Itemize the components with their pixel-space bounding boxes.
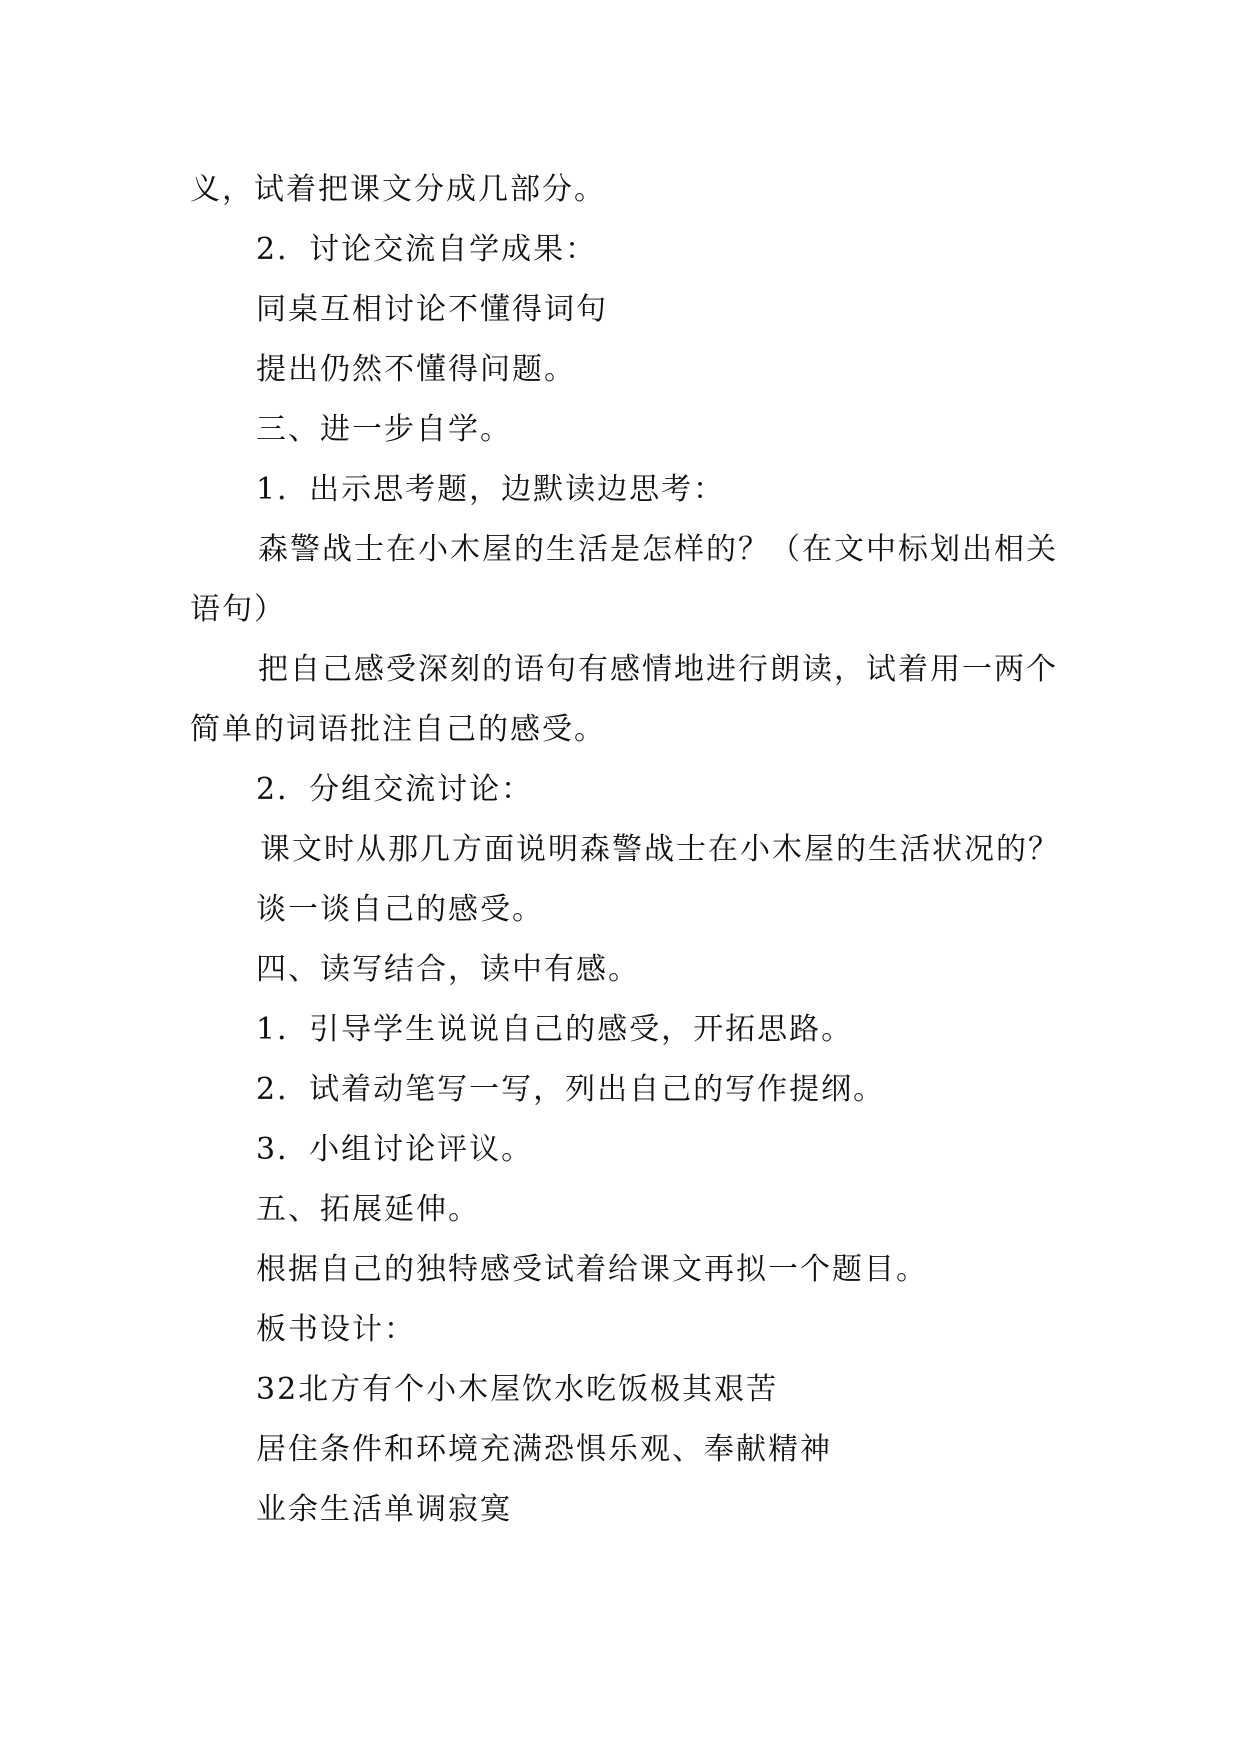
paragraph-continuation: 义，试着把课文分成几部分。 bbox=[190, 172, 606, 207]
board-line-3: 业余生活单调寂寞 bbox=[256, 1492, 512, 1527]
desk-partner-discussion: 同桌互相讨论不懂得词句 bbox=[256, 292, 608, 327]
document-body bbox=[190, 160, 1060, 1540]
new-title-task: 根据自己的独特感受试着给课文再拟一个题目。 bbox=[256, 1252, 928, 1287]
step-group-discussion: 2．分组交流讨论： bbox=[256, 772, 534, 807]
section-heading-extension: 五、拓展延伸。 bbox=[256, 1192, 480, 1227]
section-heading-read-write: 四、读写结合，读中有感。 bbox=[256, 952, 640, 987]
step-group-review: 3．小组讨论评议。 bbox=[256, 1132, 534, 1167]
read-aloud-paragraph: 把自己感受深刻的语句有感情地进行朗读，试着用一两个简单的词语批注自己的感受。 bbox=[190, 652, 1058, 747]
step-discuss-results: 2．讨论交流自学成果： bbox=[256, 232, 598, 267]
share-feelings: 谈一谈自己的感受。 bbox=[256, 892, 544, 927]
step-write-outline: 2．试着动笔写一写，列出自己的写作提纲。 bbox=[256, 1072, 886, 1107]
section-heading-further-study: 三、进一步自学。 bbox=[256, 412, 512, 447]
board-line-2: 居住条件和环境充满恐惧乐观、奉献精神 bbox=[256, 1432, 832, 1467]
raise-questions: 提出仍然不懂得问题。 bbox=[256, 352, 576, 387]
step-guide-students: 1．引导学生说说自己的感受，开拓思路。 bbox=[256, 1012, 854, 1047]
board-design-heading: 板书设计： bbox=[256, 1312, 416, 1347]
discussion-question-paragraph: 课文时从那几方面说明森警战士在小木屋的生活状况的？ bbox=[260, 832, 1060, 867]
board-line-1: 32北方有个小木屋饮水吃饭极其艰苦 bbox=[256, 1372, 779, 1407]
step-show-questions: 1．出示思考题，边默读边思考： bbox=[256, 472, 726, 507]
question-paragraph: 森警战士在小木屋的生活是怎样的？（在文中标划出相关语句） bbox=[190, 532, 1058, 627]
